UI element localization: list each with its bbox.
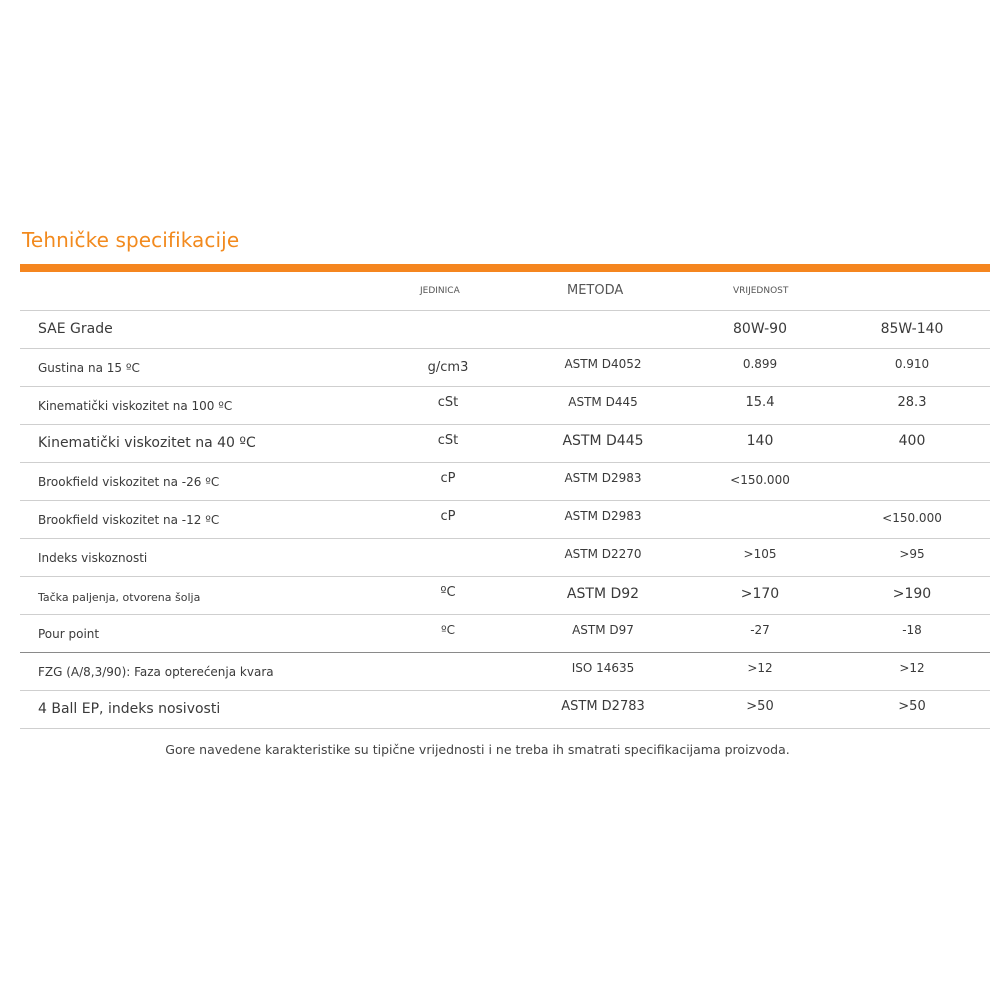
row-unit: ºC (440, 623, 456, 637)
row-name: Indeks viskoznosti (38, 551, 148, 565)
row-value-1: 80W-90 (733, 321, 787, 337)
row-value-2: 28.3 (897, 395, 927, 410)
table-row (20, 349, 990, 387)
row-value-2: <150.000 (882, 511, 942, 525)
header-unit: JEDINICA (420, 286, 460, 296)
row-unit: cP (440, 471, 456, 486)
footnote: Gore navedene karakteristike su tipične vrijednosti i ne treba ih smatrati specifikacijama proizvoda. (165, 742, 790, 757)
table-row (20, 463, 990, 501)
row-name: Kinematički viskozitet na 40 ºC (38, 435, 256, 451)
row-value-1: 0.899 (742, 357, 778, 371)
row-method: ASTM D2983 (564, 471, 642, 485)
row-value-2: >50 (898, 699, 926, 714)
row-value-2: >190 (892, 586, 932, 602)
table-row (20, 425, 990, 463)
row-name: Brookfield viskozitet na -26 ºC (38, 475, 220, 489)
row-name: Pour point (38, 627, 100, 641)
row-value-2: >12 (899, 661, 925, 675)
row-unit: ºC (440, 585, 456, 600)
table-row (20, 501, 990, 539)
row-method: ASTM D2783 (561, 699, 645, 714)
row-value-2: 400 (898, 433, 926, 449)
row-method: ISO 14635 (571, 661, 635, 675)
row-name: Tačka paljenja, otvorena šolja (38, 591, 201, 604)
row-value-1: <150.000 (730, 473, 790, 487)
row-name: Kinematički viskozitet na 100 ºC (38, 399, 233, 413)
row-value-1: >50 (746, 699, 774, 714)
row-value-2: 85W-140 (880, 321, 944, 337)
title-underline-bar (20, 264, 990, 272)
row-unit: g/cm3 (427, 360, 469, 375)
table-row (20, 311, 990, 349)
row-unit: cP (440, 509, 456, 524)
row-unit: cSt (437, 395, 459, 410)
row-unit: cSt (437, 433, 459, 448)
row-method: ASTM D4052 (564, 357, 642, 371)
row-method: ASTM D2270 (564, 547, 642, 561)
row-method: ASTM D445 (568, 395, 638, 409)
table-row (20, 653, 990, 691)
table-row (20, 577, 990, 615)
row-value-1: >105 (743, 547, 777, 561)
row-value-2: >95 (899, 547, 925, 561)
spec-table (20, 272, 990, 729)
row-name: Gustina na 15 ºC (38, 361, 140, 375)
table-row (20, 691, 990, 729)
row-method: ASTM D2983 (564, 509, 642, 523)
row-value-1: >12 (747, 661, 773, 675)
row-value-1: 15.4 (745, 395, 775, 410)
row-value-2: 0.910 (894, 357, 930, 371)
row-name: FZG (A/8,3/90): Faza opterećenja kvara (38, 665, 274, 679)
section-title: Tehničke specifikacije (22, 228, 240, 252)
row-value-1: -27 (750, 623, 770, 637)
header-value: VRIJEDNOST (733, 286, 789, 296)
table-header (20, 272, 990, 311)
header-method: METODA (567, 283, 624, 298)
row-method: ASTM D92 (566, 586, 640, 602)
row-name: Brookfield viskozitet na -12 ºC (38, 513, 220, 527)
row-method: ASTM D445 (562, 433, 644, 449)
table-row (20, 387, 990, 425)
table-row (20, 615, 990, 653)
table-row (20, 539, 990, 577)
row-value-2: -18 (902, 623, 922, 637)
row-name: SAE Grade (38, 321, 113, 337)
row-name: 4 Ball EP, indeks nosivosti (38, 701, 221, 717)
row-method: ASTM D97 (572, 623, 634, 637)
row-value-1: 140 (746, 433, 774, 449)
row-value-1: >170 (740, 586, 780, 602)
